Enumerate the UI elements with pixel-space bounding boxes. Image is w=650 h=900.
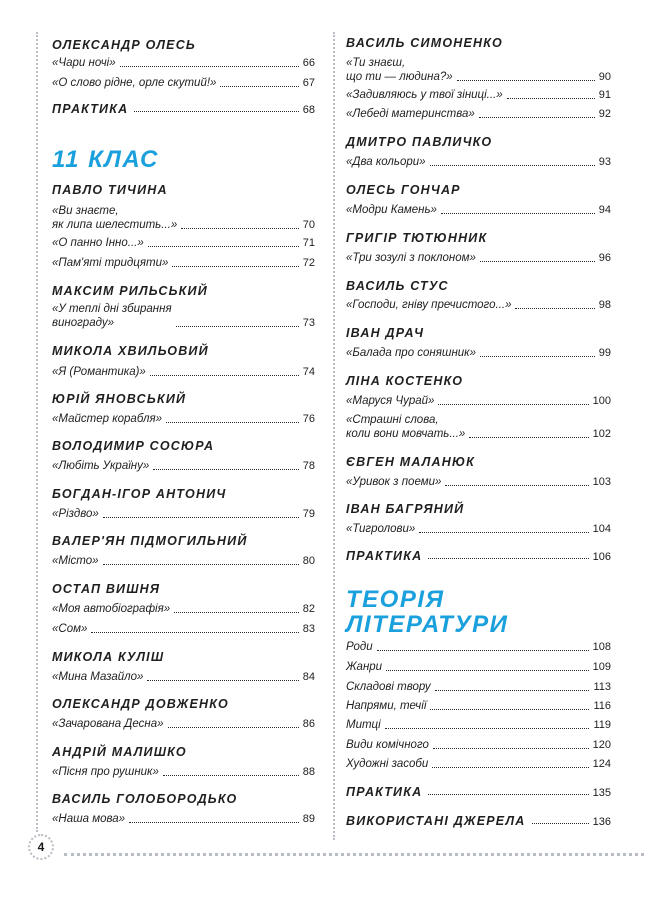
- entry-page: 103: [592, 476, 611, 488]
- entry-page: 120: [592, 739, 611, 751]
- entry-page: 66: [302, 57, 315, 69]
- entry-page: 76: [302, 413, 315, 425]
- toc-entry[interactable]: [52, 507, 315, 521]
- toc-entry[interactable]: [346, 155, 611, 169]
- entry-title: ПРАКТИКА: [346, 549, 423, 563]
- entry-title: «Пам'яті тридцяти»: [52, 257, 169, 269]
- author-heading: ОСТАП ВИШНЯ: [52, 582, 161, 596]
- entry-title: «Чари ночі»: [52, 57, 116, 69]
- theory-heading-line2: ЛІТЕРАТУРИ: [346, 611, 509, 638]
- page-number: 4: [28, 834, 54, 860]
- author-heading: ІВАН ДРАЧ: [346, 326, 425, 340]
- entry-title-line2: коли вони мовчать...»: [346, 428, 466, 440]
- entry-title: Художні засоби: [346, 758, 429, 770]
- entry-page: 109: [592, 661, 611, 673]
- grade-heading: 11 КЛАС: [52, 146, 159, 173]
- entry-title: Митці: [346, 719, 381, 731]
- author-heading: ОЛЕСЬ ГОНЧАР: [346, 183, 461, 197]
- entry-title: «Задивляюсь у твої зіниці...»: [346, 89, 503, 101]
- toc-entry[interactable]: [346, 88, 611, 102]
- toc-entry[interactable]: [52, 256, 315, 270]
- entry-title: «Пісня про рушник»: [52, 766, 159, 778]
- entry-page: 98: [598, 299, 611, 311]
- entry-page: 104: [592, 523, 611, 535]
- toc-practice[interactable]: [346, 549, 611, 563]
- entry-title-line2: як липа шелестить...»: [52, 219, 178, 231]
- toc-entry[interactable]: [52, 717, 315, 731]
- author-heading: ПАВЛО ТИЧИНА: [52, 183, 168, 197]
- entry-title: ПРАКТИКА: [52, 102, 129, 116]
- toc-practice[interactable]: [52, 102, 315, 116]
- toc-entry[interactable]: [52, 812, 315, 826]
- author-heading: ОЛЕКСАНДР ДОВЖЕНКО: [52, 697, 229, 711]
- author-heading: ГРИГІР ТЮТЮННИК: [346, 231, 488, 245]
- author-heading: ВОЛОДИМИР СОСЮРА: [52, 439, 215, 453]
- author-heading: ЮРІЙ ЯНОВСЬКИЙ: [52, 392, 187, 406]
- entry-page: 135: [592, 787, 611, 799]
- author-heading: ЛІНА КОСТЕНКО: [346, 374, 464, 388]
- entry-title: Жанри: [346, 661, 383, 673]
- entry-page: 92: [598, 108, 611, 120]
- toc-entry[interactable]: [346, 680, 611, 694]
- entry-page: 82: [302, 603, 315, 615]
- entry-page: 94: [598, 204, 611, 216]
- entry-page: 93: [598, 156, 611, 168]
- toc-entry[interactable]: [52, 302, 315, 330]
- entry-page: 80: [302, 555, 315, 567]
- toc-entry[interactable]: [346, 699, 611, 713]
- entry-title: «Майстер корабля»: [52, 413, 163, 425]
- entry-title: «Балада про соняшник»: [346, 347, 477, 359]
- toc-entry[interactable]: [52, 76, 315, 90]
- left-column: [52, 0, 315, 900]
- entry-title: «Сом»: [52, 623, 88, 635]
- toc-entry[interactable]: [52, 602, 315, 616]
- toc-entry[interactable]: [346, 738, 611, 752]
- author-heading: ВАСИЛЬ СИМОНЕНКО: [346, 36, 503, 50]
- toc-entry[interactable]: [52, 765, 315, 779]
- author-heading: АНДРІЙ МАЛИШКО: [52, 745, 187, 759]
- toc-entry[interactable]: [346, 475, 611, 489]
- author-heading: ІВАН БАГРЯНИЙ: [346, 502, 465, 516]
- entry-title: «Моя автобіографія»: [52, 603, 171, 615]
- entry-page: 84: [302, 671, 315, 683]
- toc-entry[interactable]: [346, 56, 611, 84]
- author-heading: БОГДАН-ІГОР АНТОНИЧ: [52, 487, 227, 501]
- entry-title: Роди: [346, 641, 373, 653]
- toc-entry[interactable]: [346, 298, 611, 312]
- entry-page: 71: [302, 237, 315, 249]
- column-divider: [333, 32, 335, 840]
- entry-title: «Різдво»: [52, 508, 99, 520]
- entry-page: 100: [592, 395, 611, 407]
- entry-title-line1: «Страшні слова,: [346, 414, 439, 426]
- entry-title: «Модри Камень»: [346, 204, 437, 216]
- right-column: [346, 0, 611, 900]
- toc-entry[interactable]: [346, 394, 611, 408]
- entry-page: 70: [302, 219, 315, 231]
- toc-entry[interactable]: [346, 522, 611, 536]
- entry-page: 91: [598, 89, 611, 101]
- entry-title: «Місто»: [52, 555, 99, 567]
- toc-entry[interactable]: [52, 412, 315, 426]
- toc-entry[interactable]: [346, 757, 611, 771]
- entry-page: 102: [592, 428, 611, 440]
- author-heading: МАКСИМ РИЛЬСЬКИЙ: [52, 284, 208, 298]
- entry-page: 108: [592, 641, 611, 653]
- entry-page: 83: [302, 623, 315, 635]
- entry-title: Напрями, течії: [346, 700, 427, 712]
- author-heading: ВАСИЛЬ СТУС: [346, 279, 449, 293]
- entry-page: 68: [302, 104, 315, 116]
- entry-title: Види комічного: [346, 739, 429, 751]
- entry-title: «Я (Романтика)»: [52, 366, 146, 378]
- entry-title: «Три зозулі з поклоном»: [346, 252, 476, 264]
- toc-entry[interactable]: [52, 670, 315, 684]
- toc-entry[interactable]: [52, 204, 315, 232]
- entry-page: 88: [302, 766, 315, 778]
- entry-title: «Наша мова»: [52, 813, 126, 825]
- entry-page: 67: [302, 77, 315, 89]
- entry-page: 136: [592, 816, 611, 828]
- entry-page: 74: [302, 366, 315, 378]
- toc-entry[interactable]: [52, 459, 315, 473]
- entry-page: 79: [302, 508, 315, 520]
- entry-title: ВИКОРИСТАНІ ДЖЕРЕЛА: [346, 814, 526, 828]
- left-margin-dots: [36, 32, 38, 832]
- entry-title-line1: «Ти знаєш,: [346, 57, 406, 69]
- toc-practice[interactable]: [346, 785, 611, 799]
- entry-title: «Маруся Чурай»: [346, 395, 435, 407]
- entry-title: Складові твору: [346, 681, 431, 693]
- toc-entry[interactable]: [346, 346, 611, 360]
- author-heading: ВАСИЛЬ ГОЛОБОРОДЬКО: [52, 792, 238, 806]
- entry-page: 116: [593, 700, 611, 712]
- entry-title: «О слово рідне, орле скутий!»: [52, 77, 217, 89]
- toc-entry[interactable]: [346, 413, 611, 441]
- entry-title: ПРАКТИКА: [346, 785, 423, 799]
- toc-sources[interactable]: [346, 814, 611, 828]
- toc-entry[interactable]: [346, 660, 611, 674]
- entry-title: «Уривок з поеми»: [346, 476, 442, 488]
- entry-title: «Господи, гніву пречистого...»: [346, 299, 512, 311]
- entry-page: 73: [302, 317, 315, 329]
- entry-title: «Зачарована Десна»: [52, 718, 164, 730]
- author-heading: МИКОЛА КУЛІШ: [52, 650, 165, 664]
- entry-page: 119: [593, 719, 611, 731]
- toc-entry[interactable]: [52, 56, 315, 70]
- entry-title-line2: винограду»: [52, 317, 114, 329]
- entry-page: 99: [598, 347, 611, 359]
- toc-entry[interactable]: [346, 640, 611, 654]
- entry-title-line1: «Ви знаєте,: [52, 205, 119, 217]
- entry-title: «Лебеді материнства»: [346, 108, 475, 120]
- entry-title: «Тигролови»: [346, 523, 416, 535]
- entry-page: 89: [302, 813, 315, 825]
- toc-entry[interactable]: [346, 718, 611, 732]
- entry-page: 86: [302, 718, 315, 730]
- author-heading: ДМИТРО ПАВЛИЧКО: [346, 135, 493, 149]
- entry-page: 78: [302, 460, 315, 472]
- author-heading: ВАЛЕР'ЯН ПІДМОГИЛЬНИЙ: [52, 534, 248, 548]
- entry-title: «Мина Мазайло»: [52, 671, 144, 683]
- toc-entry[interactable]: [52, 554, 315, 568]
- author-heading: МИКОЛА ХВИЛЬОВИЙ: [52, 344, 209, 358]
- entry-page: 113: [593, 681, 611, 693]
- entry-title: «Любіть Україну»: [52, 460, 150, 472]
- toc-entry[interactable]: [52, 622, 315, 636]
- author-heading: ЄВГЕН МАЛАНЮК: [346, 455, 476, 469]
- entry-page: 72: [302, 257, 315, 269]
- entry-title-line1: «У теплі дні збирання: [52, 303, 172, 315]
- toc-entry[interactable]: [52, 236, 315, 250]
- toc-entry[interactable]: [52, 365, 315, 379]
- entry-title: «Два кольори»: [346, 156, 426, 168]
- entry-page: 124: [592, 758, 611, 770]
- toc-entry[interactable]: [346, 107, 611, 121]
- author-heading: ОЛЕКСАНДР ОЛЕСЬ: [52, 38, 196, 52]
- toc-entry[interactable]: [346, 251, 611, 265]
- entry-page: 96: [598, 252, 611, 264]
- entry-page: 106: [592, 551, 611, 563]
- toc-entry[interactable]: [346, 203, 611, 217]
- entry-title-line2: що ти — людина?»: [346, 71, 453, 83]
- entry-title: «О панно Інно...»: [52, 237, 144, 249]
- entry-page: 90: [598, 71, 611, 83]
- theory-heading-line1: ТЕОРІЯ: [346, 586, 445, 613]
- footer-dotted-rule: [64, 853, 644, 856]
